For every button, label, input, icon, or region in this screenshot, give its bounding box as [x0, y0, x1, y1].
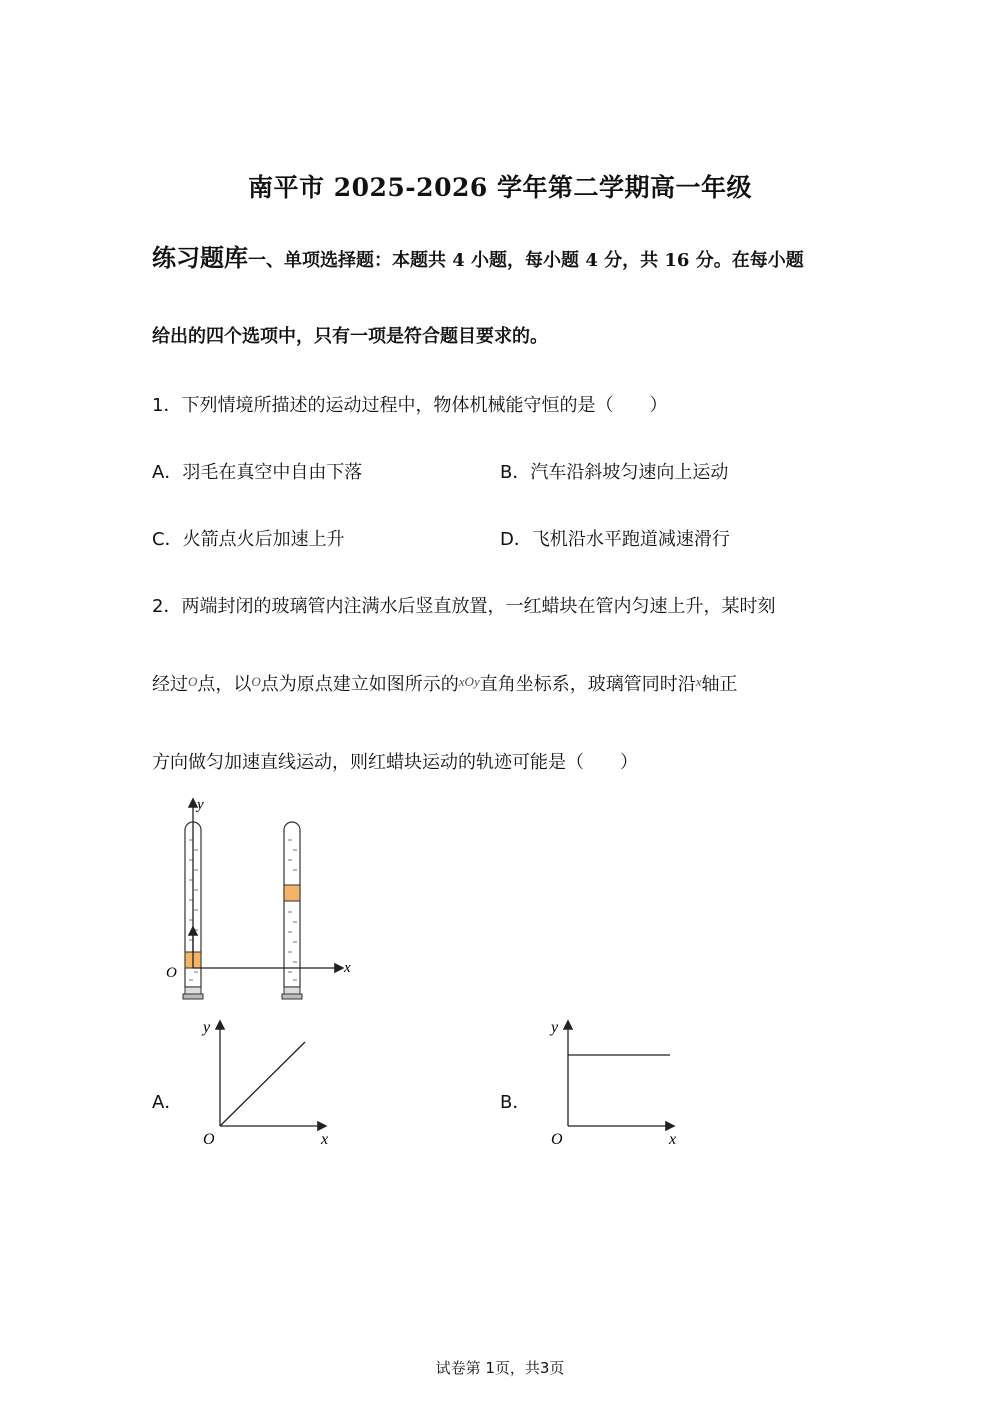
option-a-label-x: x	[321, 1131, 329, 1148]
option-a-label-o: O	[203, 1131, 215, 1148]
question-2-stem-line1: 2．两端封闭的玻璃管内注满水后竖直放置，一红蜡块在管内匀速上升，某时刻	[152, 596, 776, 617]
stem-text: 经过	[152, 674, 188, 695]
heading-label: 练习题库	[152, 243, 248, 272]
figure-label-y: y	[197, 797, 204, 813]
stem-text: 轴正	[701, 674, 738, 695]
page-footer: 试卷第 1页，共3页	[435, 1359, 565, 1377]
option-b-graph	[543, 1012, 688, 1152]
option-b-label-y: y	[551, 1019, 559, 1036]
symbol-x: x	[695, 674, 702, 689]
symbol-xoy: xOy	[458, 674, 480, 689]
question-1-option-a: A．羽毛在真空中自由下落	[152, 462, 363, 483]
question-2-stem-line2	[152, 670, 738, 696]
option-b-label-o: O	[551, 1131, 563, 1148]
stem-text: 直角坐标系，玻璃管同时沿	[479, 674, 696, 695]
glass-tube-right	[282, 822, 302, 999]
question-1-stem: 1．下列情境所描述的运动过程中，物体机械能守恒的是（ ）	[152, 395, 668, 416]
heading-text-line2: 给出的四个选项中，只有一项是符合题目要求的。	[152, 326, 548, 347]
stem-text: 点为原点建立如图所示的	[260, 674, 459, 695]
question-2-option-b-label: B．	[500, 1092, 531, 1113]
figure-label-o: O	[166, 965, 177, 981]
option-b-label-x: x	[669, 1131, 677, 1148]
page-title: 南平市 2025-2026 学年第二学期高一年级	[248, 173, 752, 202]
tube-figure	[160, 792, 370, 1007]
figure-label-x: x	[344, 960, 351, 976]
question-2-option-a-label: A．	[152, 1092, 183, 1113]
section-heading	[152, 238, 804, 273]
symbol-o: O	[251, 674, 261, 689]
option-a-graph	[195, 1012, 340, 1152]
stem-text: 点，以	[197, 674, 252, 695]
heading-text: 一、单项选择题：本题共 4 小题，每小题 4 分，共 16 分。在每小题	[248, 250, 804, 271]
symbol-o: O	[188, 674, 198, 689]
question-1-option-b: B．汽车沿斜坡匀速向上运动	[500, 462, 729, 483]
option-a-trajectory	[220, 1042, 305, 1126]
question-2-stem-line3: 方向做匀加速直线运动，则红蜡块运动的轨迹可能是（ ）	[152, 752, 638, 773]
question-1-option-c: C．火箭点火后加速上升	[152, 529, 345, 550]
question-1-option-d: D．飞机沿水平跑道减速滑行	[500, 529, 730, 550]
wax-block-right	[284, 885, 300, 901]
option-a-label-y: y	[203, 1019, 211, 1036]
